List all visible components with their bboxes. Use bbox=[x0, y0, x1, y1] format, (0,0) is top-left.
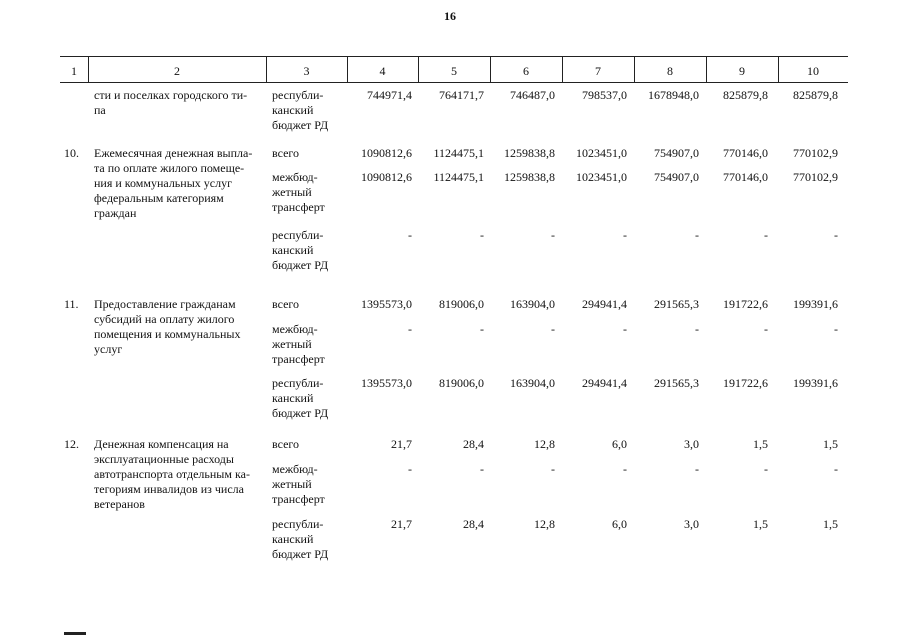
row-value-col5: 764171,7 bbox=[439, 88, 484, 102]
row-value-col4: 21,7 bbox=[391, 437, 412, 451]
row-value-col7: - bbox=[623, 322, 627, 336]
row-value-col5: 28,4 bbox=[463, 517, 484, 531]
row-value-col4: 21,7 bbox=[391, 517, 412, 531]
row-value-col9: 191722,6 bbox=[723, 297, 768, 311]
header-top-rule bbox=[60, 56, 848, 57]
row-value-col8: 291565,3 bbox=[654, 297, 699, 311]
row-description: Предоставление гражданам субсидий на оплату жилого помещения и коммунальных услуг bbox=[94, 297, 241, 356]
scan-edge-mark bbox=[64, 632, 86, 635]
row-funding-label: всего bbox=[272, 297, 300, 311]
row-value-col9: 1,5 bbox=[753, 437, 768, 451]
row-funding-label: республи- канский бюджет РД bbox=[272, 517, 329, 561]
row-description: сти и поселках городского ти- па bbox=[94, 88, 248, 117]
row-value-col7: - bbox=[623, 462, 627, 476]
column-header-1: 1 bbox=[71, 64, 77, 78]
column-header-8: 8 bbox=[667, 64, 673, 78]
column-header-3: 3 bbox=[303, 64, 310, 78]
row-value-col4: 744971,4 bbox=[367, 88, 412, 102]
row-value-col8: - bbox=[695, 322, 699, 336]
row-value-col6: 746487,0 bbox=[510, 88, 555, 102]
row-value-col7: 1023451,0 bbox=[576, 170, 627, 184]
row-value-col9: 1,5 bbox=[753, 517, 768, 531]
row-value-col9: 770146,0 bbox=[723, 170, 768, 184]
row-value-col4: - bbox=[408, 462, 412, 476]
row-value-col6: - bbox=[551, 322, 555, 336]
row-value-col4: 1090812,6 bbox=[361, 146, 412, 160]
row-value-col4: 1395573,0 bbox=[361, 376, 412, 390]
row-value-col6: 12,8 bbox=[534, 517, 555, 531]
row-value-col6: 12,8 bbox=[534, 437, 555, 451]
row-value-col8: - bbox=[695, 228, 699, 242]
row-value-col7: 6,0 bbox=[612, 437, 627, 451]
row-value-col7: 1023451,0 bbox=[576, 146, 627, 160]
row-value-col8: 291565,3 bbox=[654, 376, 699, 390]
column-header-7: 7 bbox=[595, 64, 601, 78]
row-value-col8: 3,0 bbox=[684, 437, 699, 451]
row-value-col10: 770102,9 bbox=[793, 170, 838, 184]
row-description: Денежная компенсация на эксплуатационные расходы автотранспорта отдельным ка- тегориям инвалидов из числа ветеранов bbox=[94, 437, 250, 511]
row-value-col4: - bbox=[408, 228, 412, 242]
column-header-10: 10 bbox=[807, 64, 819, 78]
row-funding-label: межбюд- жетный трансферт bbox=[272, 170, 325, 214]
row-value-col9: 825879,8 bbox=[723, 88, 768, 102]
row-value-col10: - bbox=[834, 228, 838, 242]
row-value-col4: 1395573,0 bbox=[361, 297, 412, 311]
column-header-6: 6 bbox=[523, 64, 529, 78]
row-value-col5: 819006,0 bbox=[439, 376, 484, 390]
row-value-col5: 819006,0 bbox=[439, 297, 484, 311]
row-value-col5: - bbox=[480, 228, 484, 242]
row-value-col7: - bbox=[623, 228, 627, 242]
row-funding-label: межбюд- жетный трансферт bbox=[272, 322, 325, 366]
row-value-col6: 1259838,8 bbox=[504, 146, 555, 160]
row-value-col9: 770146,0 bbox=[723, 146, 768, 160]
row-value-col7: 798537,0 bbox=[582, 88, 627, 102]
row-value-col8: 3,0 bbox=[684, 517, 699, 531]
row-number: 12. bbox=[64, 437, 79, 451]
column-header-9: 9 bbox=[739, 64, 745, 78]
row-value-col6: 163904,0 bbox=[510, 297, 555, 311]
row-value-col10: 770102,9 bbox=[793, 146, 838, 160]
row-value-col8: 1678948,0 bbox=[648, 88, 699, 102]
row-value-col9: - bbox=[764, 322, 768, 336]
row-value-col6: - bbox=[551, 462, 555, 476]
row-value-col7: 294941,4 bbox=[582, 297, 627, 311]
row-value-col5: - bbox=[480, 322, 484, 336]
row-value-col7: 294941,4 bbox=[582, 376, 627, 390]
row-value-col8: 754907,0 bbox=[654, 146, 699, 160]
column-header-5: 5 bbox=[451, 64, 457, 78]
header-bottom-rule bbox=[60, 82, 848, 83]
row-value-col9: - bbox=[764, 228, 768, 242]
row-funding-label: межбюд- жетный трансферт bbox=[272, 462, 325, 506]
row-value-col4: 1090812,6 bbox=[361, 170, 412, 184]
row-value-col8: - bbox=[695, 462, 699, 476]
row-value-col10: - bbox=[834, 462, 838, 476]
row-value-col6: 163904,0 bbox=[510, 376, 555, 390]
page-number: 16 bbox=[444, 9, 456, 23]
row-value-col4: - bbox=[408, 322, 412, 336]
row-funding-label: всего bbox=[272, 146, 300, 160]
row-value-col8: 754907,0 bbox=[654, 170, 699, 184]
row-value-col5: 1124475,1 bbox=[433, 146, 484, 160]
row-value-col6: 1259838,8 bbox=[504, 170, 555, 184]
column-header-2: 2 bbox=[174, 64, 180, 78]
row-value-col5: 28,4 bbox=[463, 437, 484, 451]
column-header-4: 4 bbox=[379, 64, 386, 78]
row-funding-label: республи- канский бюджет РД bbox=[272, 228, 329, 272]
row-value-col10: 1,5 bbox=[823, 437, 838, 451]
row-value-col10: 199391,6 bbox=[793, 376, 838, 390]
row-value-col7: 6,0 bbox=[612, 517, 627, 531]
row-value-col10: - bbox=[834, 322, 838, 336]
row-funding-label: всего bbox=[272, 437, 300, 451]
row-number: 10. bbox=[64, 146, 79, 160]
row-value-col6: - bbox=[551, 228, 555, 242]
row-funding-label: республи- канский бюджет РД bbox=[272, 376, 329, 420]
row-funding-label: республи- канский бюджет РД bbox=[272, 88, 329, 132]
row-value-col10: 825879,8 bbox=[793, 88, 838, 102]
row-value-col10: 199391,6 bbox=[793, 297, 838, 311]
row-value-col5: - bbox=[480, 462, 484, 476]
row-value-col9: 191722,6 bbox=[723, 376, 768, 390]
row-description: Ежемесячная денежная выпла- та по оплате жилого помеще- ния и коммунальных услуг федеральным категориям граждан bbox=[94, 146, 253, 220]
row-value-col10: 1,5 bbox=[823, 517, 838, 531]
row-value-col9: - bbox=[764, 462, 768, 476]
row-number: 11. bbox=[64, 297, 79, 311]
row-value-col5: 1124475,1 bbox=[433, 170, 484, 184]
